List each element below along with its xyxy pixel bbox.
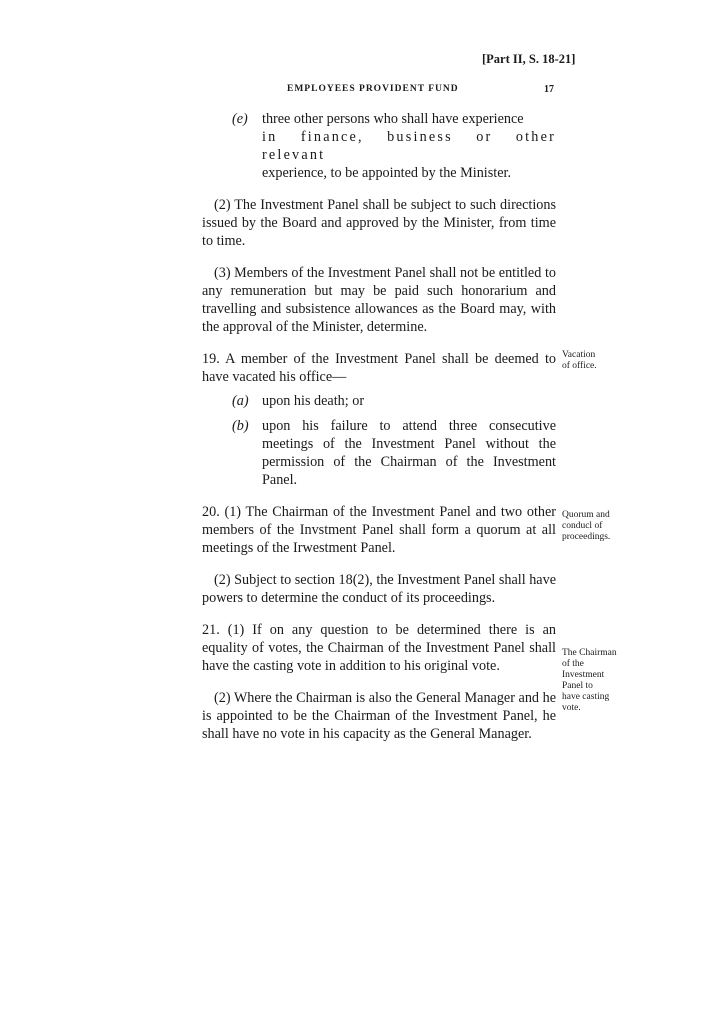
section-21-subsection-2: (2) Where the Chairman is also the General Manager and he is appointed to be the Chairman of the Investment Panel, he shall have no vote in his capacity as the General Manager. xyxy=(202,690,556,742)
list-item-b xyxy=(202,417,556,489)
item-line: three other persons who shall have experience xyxy=(262,111,524,127)
sidenote-line: The Chairman xyxy=(562,648,617,658)
sidenote-line: Vacation xyxy=(562,350,596,360)
section-21-subsection-1: 21. (1) If on any question to be determined there is an equality of votes, the Chairman of the Investment Panel shall have the casting vote in addition to his original vote. xyxy=(202,622,556,674)
sidenote-line: vote. xyxy=(562,703,581,713)
sidenote-line: conducl of xyxy=(562,521,603,531)
sidenote-line: Quorum and xyxy=(562,510,610,520)
sidenote-quorum xyxy=(562,510,626,543)
list-item-a xyxy=(202,392,556,410)
page-number: 17 xyxy=(544,84,554,95)
section-20-subsection-2: (2) Subject to section 18(2), the Investment Panel shall have powers to determine the conduct of its proceedings. xyxy=(202,572,556,606)
part-reference: [Part II, S. 18-21] xyxy=(482,52,576,66)
sidenote-line: have casting xyxy=(562,692,610,702)
sidenote-line: Panel to xyxy=(562,681,593,691)
item-label: (e) xyxy=(232,111,248,127)
item-text xyxy=(262,110,556,182)
sidenote-vacation-of-office xyxy=(562,350,626,372)
sidenote-line: of office. xyxy=(562,361,597,371)
sidenote-line: proceedings. xyxy=(562,532,611,542)
sidenote-casting-vote xyxy=(562,648,626,714)
list-item-e xyxy=(202,110,556,182)
sidenote-line: of the xyxy=(562,659,584,669)
sidenote-line: Investment xyxy=(562,670,605,680)
item-line: in finance, business or other relevant xyxy=(262,129,556,163)
item-text: upon his death; or xyxy=(262,393,365,409)
section-18-subsection-3: (3) Members of the Investment Panel shall not be entitled to any remuneration but may be paid such honorarium and travelling and subsistence allowances as the Board may, with the approval of the Minister, determine. xyxy=(202,265,556,335)
section-19-text: 19. A member of the Investment Panel shall be deemed to have vacated his office— xyxy=(202,351,556,385)
body-text xyxy=(202,110,556,757)
item-label: (b) xyxy=(232,418,249,434)
section-18-subsection-2: (2) The Investment Panel shall be subject to such directions issued by the Board and approved by the Minister, from time to time. xyxy=(202,197,556,249)
section-20-subsection-1: 20. (1) The Chairman of the Investment Panel and two other members of the Invstment Panel shall form a quorum at all meetings of the Irwestment Panel. xyxy=(202,504,556,556)
item-text: upon his failure to attend three consecutive meetings of the Investment Panel without the permission of the Chairman of the Investment Panel. xyxy=(262,418,556,488)
running-title: EMPLOYEES PROVIDENT FUND xyxy=(287,84,459,94)
item-line: experience, to be appointed by the Minister. xyxy=(262,165,511,181)
item-label: (a) xyxy=(232,393,249,409)
